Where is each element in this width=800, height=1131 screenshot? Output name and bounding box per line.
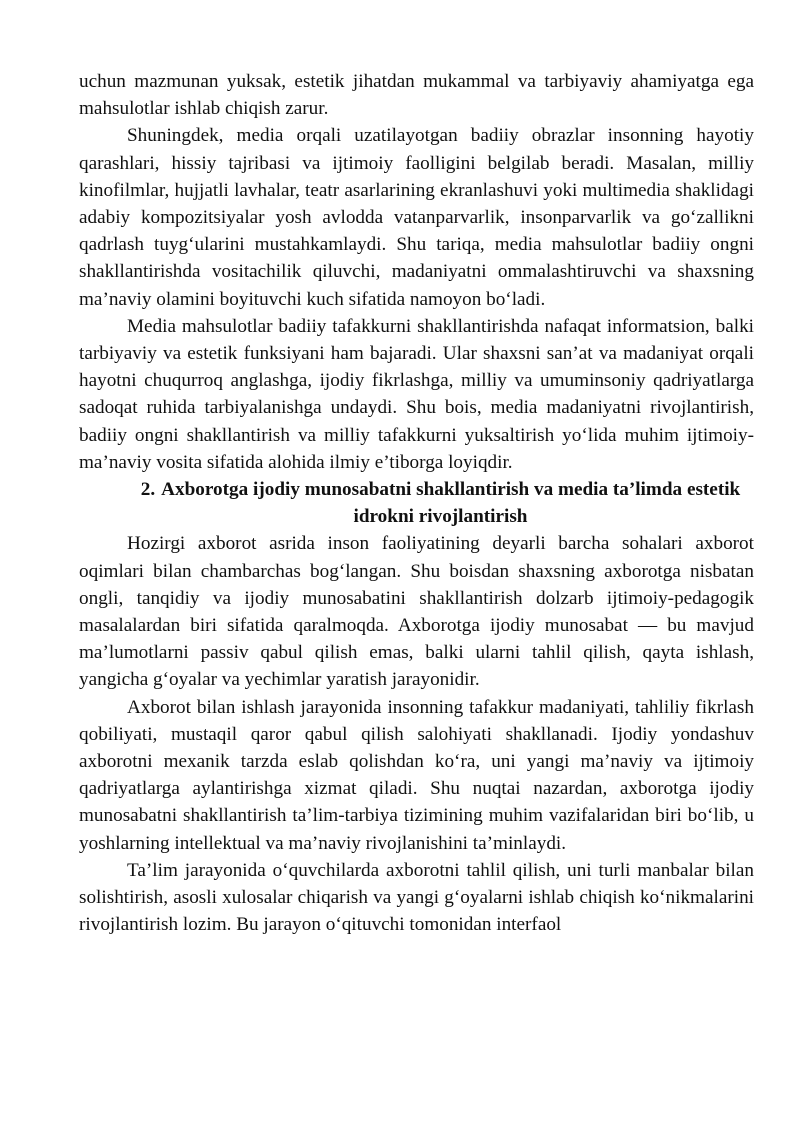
paragraph-4: Hozirgi axborot asrida inson faoliyatining deyarli barcha sohalari axborot oqimlari bilan chambarchas bog‘langan. Shu boisdan shaxsning axborotga nisbatan ongli, tanqidiy va ijodiy munosabatini shakllantirish dolzarb ijtimoiy-pedagogik masalalardan biri sifatida qaralmoqda. Axborotga ijodiy munosabat — bu mavjud ma’lumotlarni passiv qabul qilish emas, balki ularni tahlil qilish, qayta ishlash, yangicha g‘oyalar va yechimlar yaratish jarayonidir. [79,533,754,691]
section-heading [79,476,754,530]
paragraph-6: Ta’lim jarayonida o‘quvchilarda axborotni tahlil qilish, uni turli manbalar bilan solishtirish, asosli xulosalar chiqarish va yangi g‘oyalarni ishlab chiqish ko‘nikmalarini rivojlantirish lozim. Bu jarayon o‘qituvchi tomonidan interfaol [79,859,754,936]
section-title: Axborotga ijodiy munosabatni shakllantirish va media ta’limda estetik idrokni rivojlantirish [161,479,741,528]
paragraph-1: uchun mazmunan yuksak, estetik jihatdan mukammal va tarbiyaviy ahamiyatga ega mahsulotlar ishlab chiqish zarur. [79,71,754,120]
document-page [79,68,754,939]
section-number: 2. [140,479,156,501]
paragraph-2: Shuningdek, media orqali uzatilayotgan badiiy obrazlar insonning hayotiy qarashlari, hissiy tajribasi va ijtimoiy faolligini belgilab beradi. Masalan, milliy kinofilmlar, hujjatli lavhalar, teatr asarlarining ekranlashuvi yoki multimedia shaklidagi adabiy kompozitsiyalar yosh avlodda vatanparvarlik, insonparvarlik va go‘zallikni qadrlash tuyg‘ularini mustahkamlaydi. Shu tariqa, media mahsulotlar badiiy ongni shakllantirishda vositachilik qiluvchi, madaniyatni ommalashtiruvchi va shaxsning ma’naviy olamini boyituvchi kuch sifatida namoyon bo‘ladi. [79,125,754,310]
paragraph-3: Media mahsulotlar badiiy tafakkurni shakllantirishda nafaqat informatsion, balki tarbiyaviy va estetik funksiyani ham bajaradi. Ular shaxsni san’at va madaniyat orqali hayotni chuqurroq anglashga, ijodiy fikrlashga, milliy va umuminsoniy qadriyatlarga sadoqat ruhida tarbiyalanishga undaydi. Shu bois, media madaniyatni rivojlantirish, badiiy ongni shakllantirish va milliy tafakkurni yuksaltirish yo‘lida muhim ijtimoiy-ma’naviy vosita sifatida alohida ilmiy e’tiborga loyiqdir. [79,315,754,473]
paragraph-5: Axborot bilan ishlash jarayonida insonning tafakkur madaniyati, tahliliy fikrlash qobiliyati, mustaqil qaror qabul qilish salohiyati shakllanadi. Ijodiy yondashuv axborotni mexanik tarzda eslab qolishdan ko‘ra, uni yangi ma’naviy va ijtimoiy qadriyatlarga aylantirishga xizmat qiladi. Shu nuqtai nazardan, axborotga ijodiy munosabatni shakllantirish ta’lim-tarbiya tizimining muhim vazifalaridan biri bo‘lib, u yoshlarning intellektual va ma’naviy rivojlanishini ta’minlaydi. [79,696,754,854]
